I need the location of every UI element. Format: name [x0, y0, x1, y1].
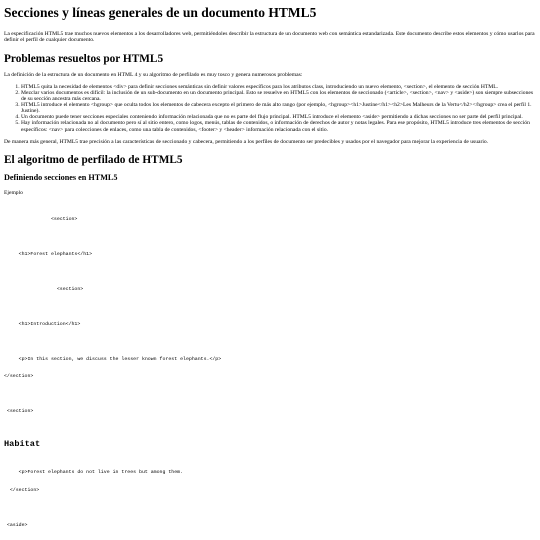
problems-lead: La definición de la estructura de un documento en HTML 4 y su algoritmo de perfilado es muy tosco y genera numerosos problemas: [4, 71, 303, 78]
subsection-heading-defining-sections: Definiendo secciones en HTML5 [4, 172, 118, 182]
page-title: Secciones y líneas generales de un documento HTML5 [4, 5, 317, 20]
list-item: 3. HTML5 introduce el elemento <hgroup> que oculta todos los elementos de cabecera excepto el primero de más alto rango (por ejemplo, <hgroup><h1>Justine</h1><h2>Les Malheurs de la Vertu</h2></hgroup> crea el perfil 1. Justine). [21, 102, 536, 114]
list-item: 4. Un documento puede tener secciones especiales conteniendo información relacionada que no es parte del flujo principal. HTML5 introduce el elemento <aside> permitiendo a dichas secciones no ser parte del perfil principal. [21, 114, 536, 120]
section-heading-algorithm: El algoritmo de perfilado de HTML5 [4, 153, 183, 166]
code-example-continued [4, 459, 536, 540]
example-label: Ejemplo [4, 189, 23, 196]
code-line: </section> [4, 374, 34, 380]
code-line: <h1>Introduction</h1> [4, 321, 81, 327]
list-item: 5. Hay información relacionada no al documento pero sí al sitio entero, como logos, menús, tablas de contenidos, o información de derechos de autor y notas legales. Para ese propósito, HTML5 introduce tres elementos de sección específicos: <nav> para colecciones de enlaces, como una tabla de contenidos, <footer> y <header> información relacionada con el sitio. [21, 120, 536, 132]
code-line: <p>In this section, we discuss the lesser known forest elephants.</p> [4, 356, 222, 362]
list-item: 2. Mezclar varios documentos es difícil: la inclusión de un sub-documento en un documento principal. Esto se resuelve en HTML5 con los elementos de seccionado (<article>, <section>, <nav> y <aside>) son siempre subsecciones de su sección ancestra más cercana. [21, 90, 536, 102]
code-line: <section> [4, 409, 34, 415]
code-line: <section> [4, 216, 78, 222]
rendered-heading-habitat: Habitat [4, 438, 41, 449]
list-item: 1. HTML5 quita la necesidad de elementos <div> para definir secciones semánticas sin definir valores específicos para los atributos class, introduciendo un nuevo elemento, <section>, el elemento de sección HTML. [21, 84, 536, 90]
intro-paragraph: La especificación HTML5 trae muchos nuevos elementos a los desarrolladores web, permitiéndoles describir la estructura de un documento web con semántica estandarizada. Este documento describe estos elementos y cómo usarlos para definir el perfil de cualquier documento. [4, 31, 535, 44]
code-line: <section> [4, 286, 84, 292]
problems-closing: De manera más general, HTML5 trae precisión a las características de seccionado y cabecera, permitiendo a los perfiles de documento ser predecibles y usados por el navegador para mejorar la experiencia de usuario. [4, 138, 489, 145]
code-line: </section> [4, 487, 40, 493]
code-line: <aside> [4, 522, 28, 528]
problems-list [4, 84, 536, 133]
section-heading-problems: Problemas resueltos por HTML5 [4, 52, 164, 65]
code-line: <p>Forest elephants do not live in trees but among them. [4, 470, 184, 476]
code-example [4, 205, 536, 426]
code-line: <h1>Forest elephants</h1> [4, 251, 93, 257]
